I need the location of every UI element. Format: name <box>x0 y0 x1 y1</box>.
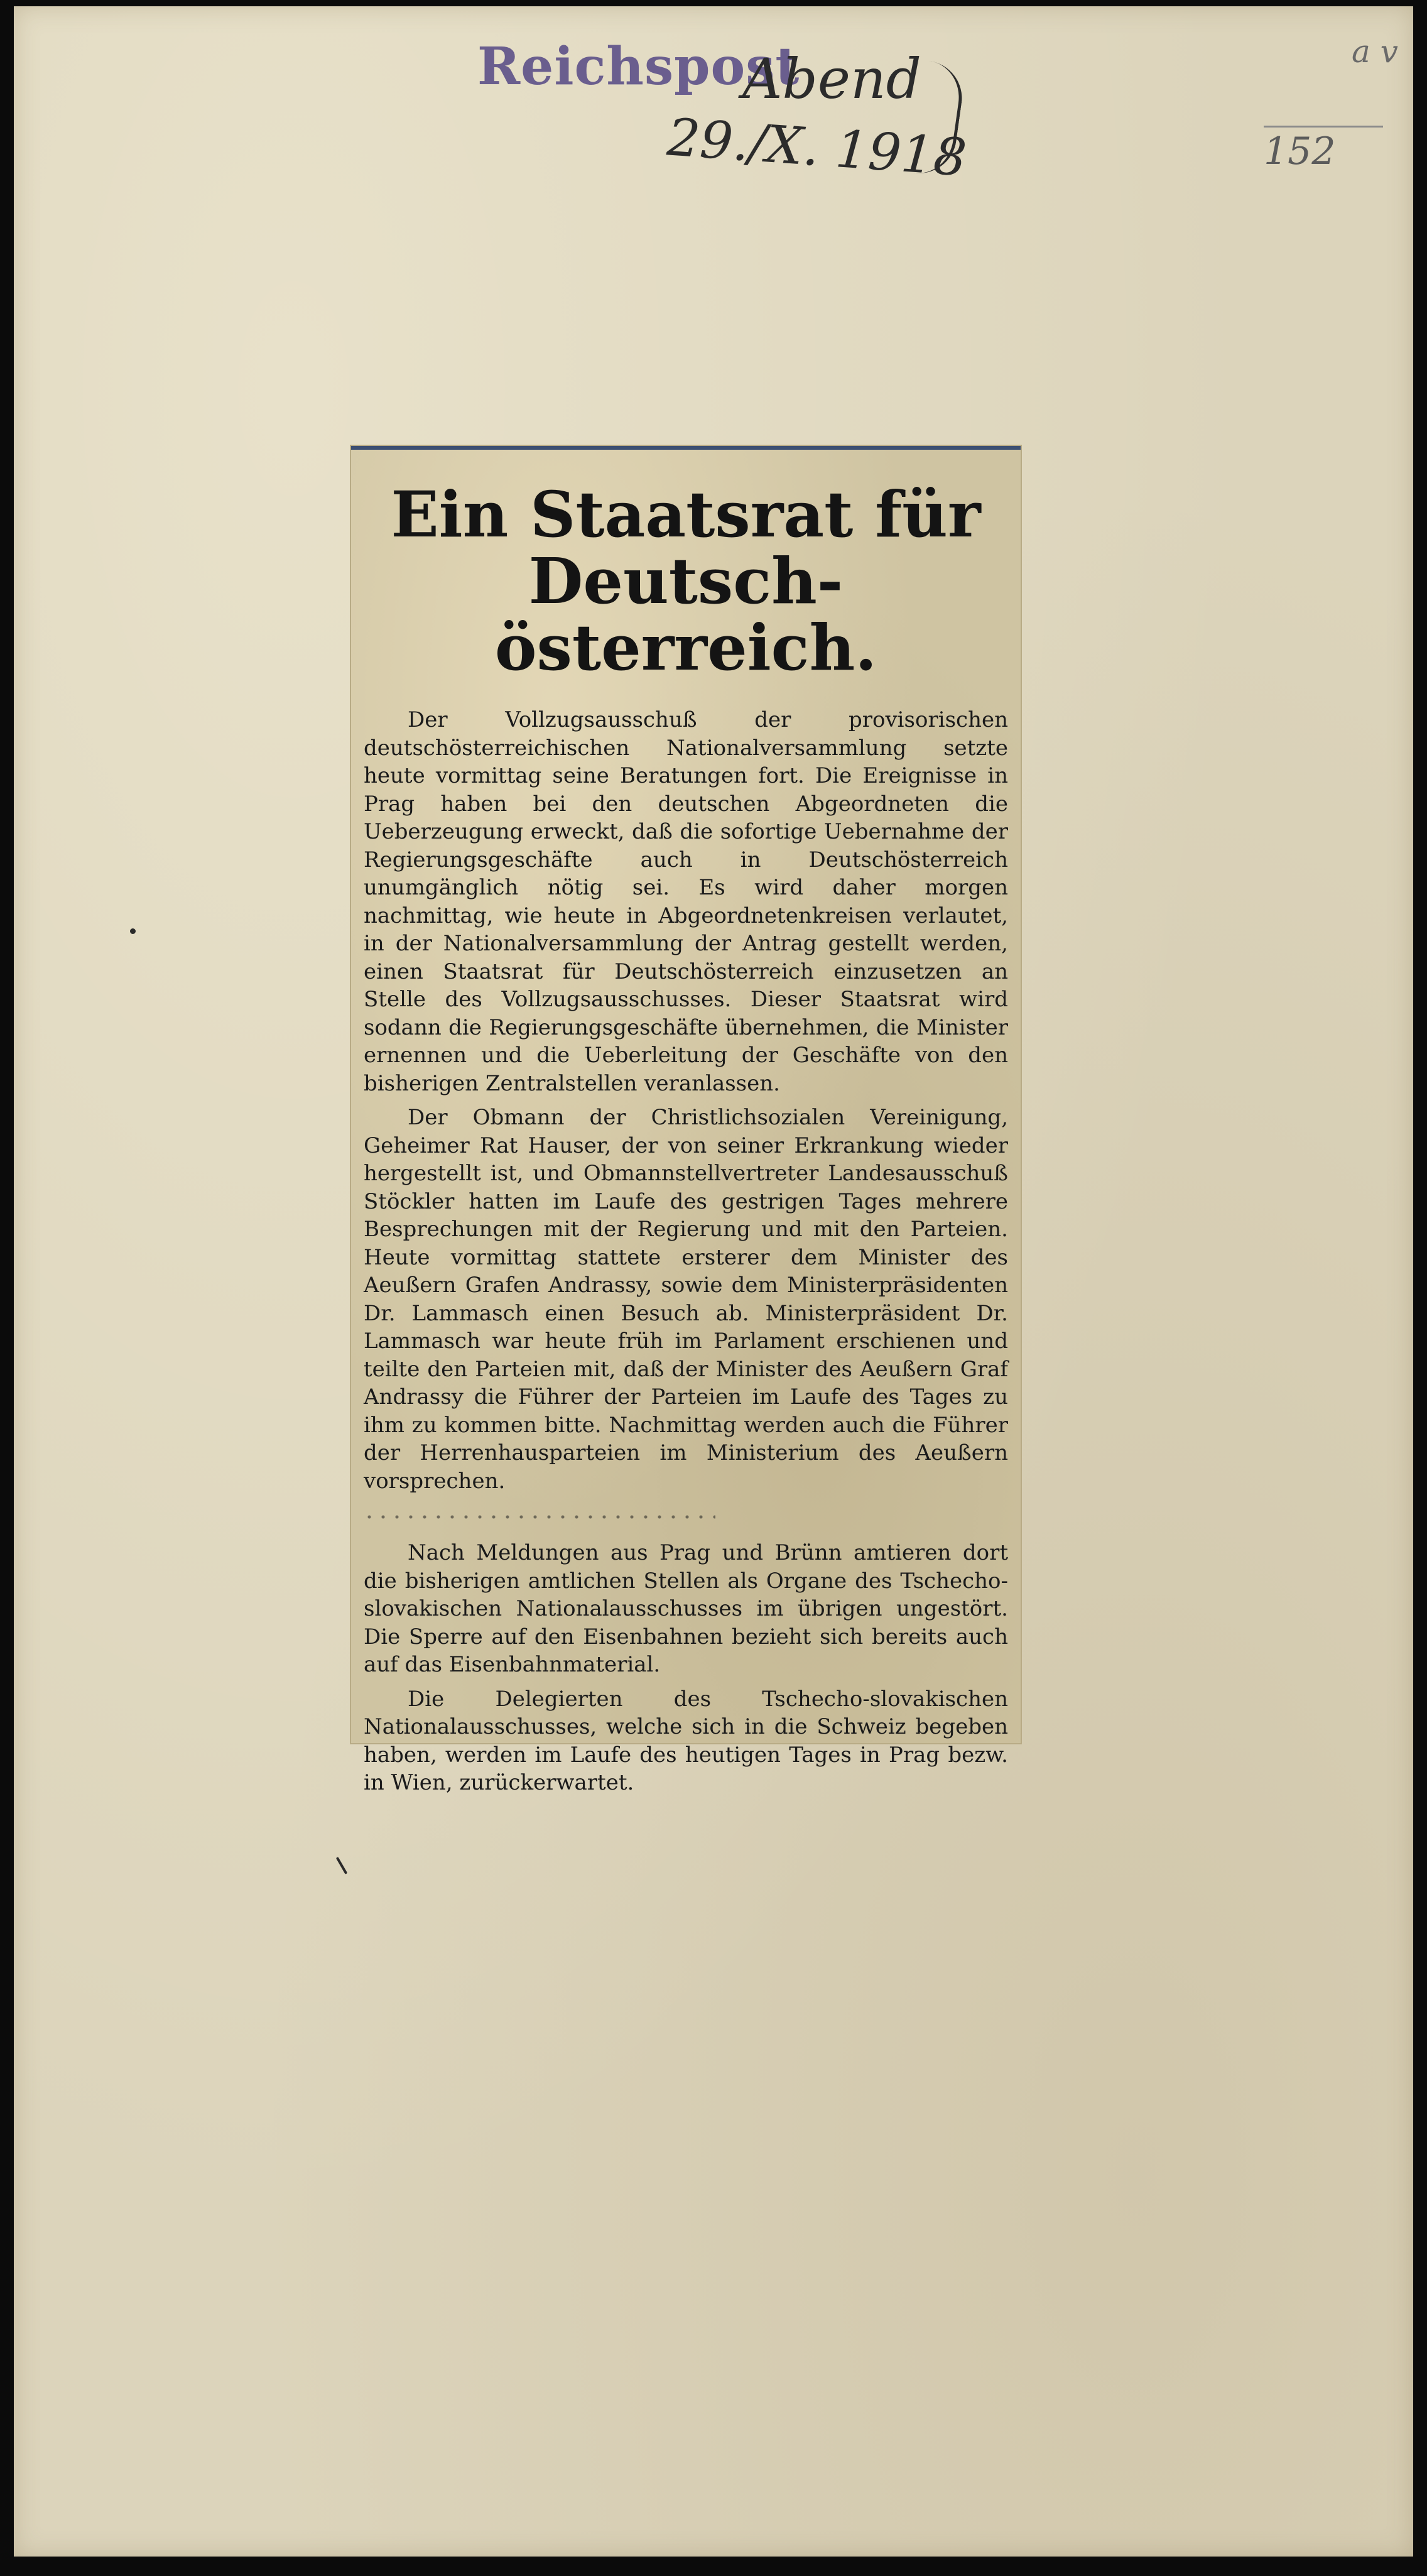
article-paragraph: Der Vollzugsausschuß der provisorischen deutschösterreichischen Nationalversammlung setzte heute vormittag seine Beratungen fort. Die Ereignisse in Prag haben bei den deutschen Abgeordneten die Ueberzeugung erweckt, daß die sofortige Uebernahme der Regierungsgeschäfte auch in Deutschösterreich unumgänglich nötig sei. Es wird daher morgen nachmittag, wie heute in Abgeordnetenkreisen verlautet, in der Nationalversammlung der Antrag gestellt werden, einen Staatsrat für Deutschösterreich einzusetzen an Stelle des Vollzugsausschusses. Dieser Staatsrat wird sodann die Regierungsgeschäfte übernehmen, die Minister ernennen und die Ueberleitung der Geschäfte von den bisherigen Zentralstellen veranlassen. <box>364 707 1008 1096</box>
article-paragraph: Nach Meldungen aus Prag und Brünn amtieren dort die bisherigen amtlichen Stellen als Organe des Tschecho-slovakischen Nationalausschusses im übrigen ungestört. Die Sperre auf den Eisenbahnen bezieht sich bereits auch auf das Eisenbahnmaterial. <box>364 1540 1008 1677</box>
clipping-headline: Ein Staatsrat für Deutsch-österreich. <box>391 477 981 685</box>
article-paragraph: Die Delegierten des Tschecho-slovakischen Nationalausschusses, welche sich in die Schweiz begeben haben, werden im Laufe des heutigen Tages in Prag bezw. in Wien, zurückerwartet. <box>364 1686 1008 1795</box>
article-paragraph: Der Obmann der Christlichsozialen Vereinigung, Geheimer Rat Hauser, der von seiner Erkrankung wieder hergestellt ist, und Obmannstellvertreter Landesausschuß Stöckler hatten im Laufe des gestrigen Tages mehrere Besprechungen mit der Regierung und mit den Parteien. Heute vormittag stattete ersterer dem Minister des Aeußern Grafen Andrassy, sowie dem Ministerpräsidenten Dr. Lammasch einen Besuch ab. Ministerpräsident Dr. Lammasch war heute früh im Parlament erschienen und teilte den Parteien mit, daß der Minister des Aeußern Graf Andrassy die Führer der Parteien im Laufe des Tages zu ihm zu kommen bitte. Nachmittag werden auch die Führer der Herrenhausparteien im Ministerium des Aeußern vorsprechen. <box>364 1105 1008 1494</box>
paper-speck <box>130 928 136 934</box>
newspaper-clipping <box>351 446 1021 1795</box>
handwritten-date: 29./X. 1918 <box>665 107 969 188</box>
handwritten-page-number: 152 <box>1264 129 1336 173</box>
handwritten-corner-mark: a v <box>1352 33 1398 70</box>
archive-sheet <box>14 6 1413 2557</box>
newspaper-stamp: Reichspost <box>477 36 800 97</box>
handwritten-edition: Abend <box>742 46 921 111</box>
handwritten-rule <box>1264 126 1383 128</box>
dotted-separator <box>364 1508 715 1526</box>
paper-speck <box>336 1857 347 1874</box>
